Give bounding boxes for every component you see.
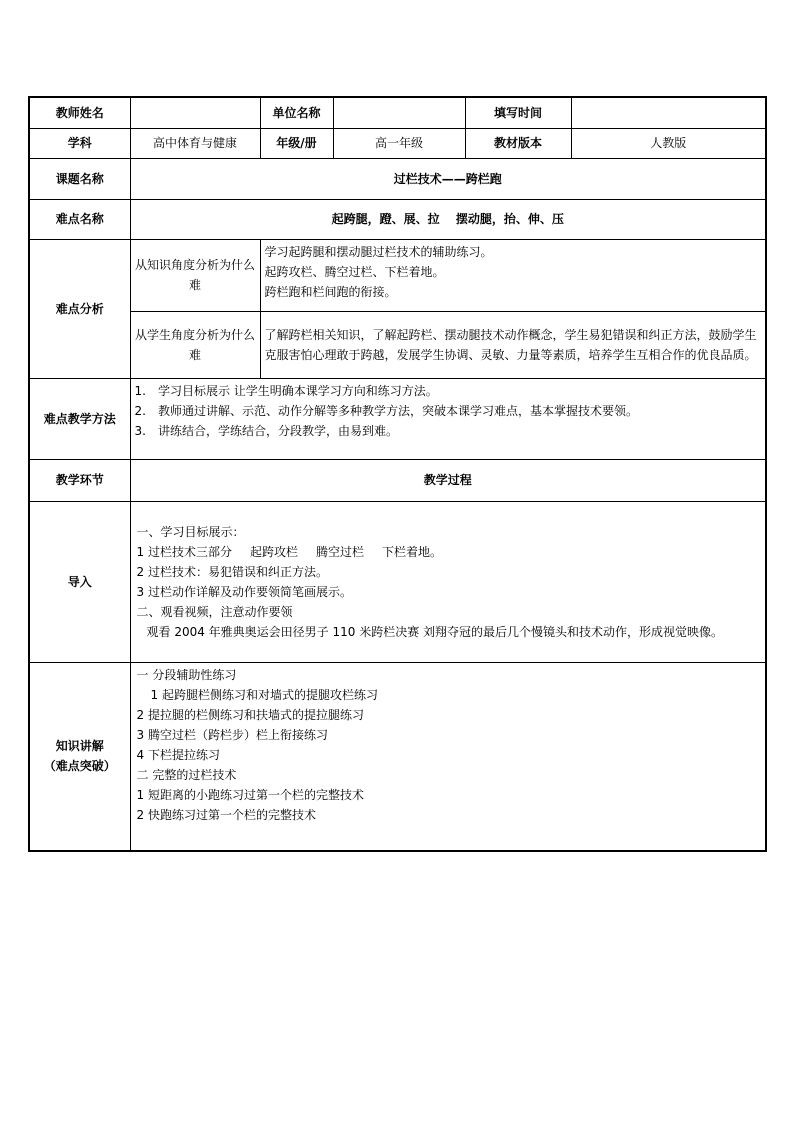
intro-line: 观看 2004 年雅典奥运会田径男子 110 米跨栏决赛 刘翔夺冠的最后几个慢镜头和技术动作，形成视觉映像。 [146,624,724,639]
process-label: 教学过程 [130,459,766,501]
intro-content [130,501,766,662]
header-row-2 [29,128,766,158]
difficulty-value: 起跨腿，蹬、展、拉 摆动腿，抬、伸、压 [130,199,766,239]
analysis-row-student [29,311,766,378]
intro-row [29,501,766,662]
intro-label: 导入 [29,501,130,662]
knowledge-content [130,662,766,851]
grade-label: 年级/册 [260,128,333,158]
teacher-name-label: 教师姓名 [29,97,130,128]
process-header-row [29,459,766,501]
knowledge-item: 2 提拉腿的栏侧练习和扶墙式的提拉腿练习 [136,707,364,722]
teacher-name-value[interactable] [130,97,260,128]
lesson-title-value: 过栏技术——跨栏跑 [130,158,766,199]
knowledge-item: 1 短距离的小跑练习过第一个栏的完整技术 [136,787,364,802]
lesson-title-label: 课题名称 [29,158,130,199]
method-line: 1. 学习目标展示 让学生明确本课学习方向和练习方法。 [134,383,438,398]
intro-line: 1 过栏技术三部分 起跨攻栏 腾空过栏 下栏着地。 [136,544,442,559]
method-content [130,378,766,459]
lesson-title-row [29,158,766,199]
knowledge-angle-content [260,239,766,311]
fill-date-value[interactable] [571,97,766,128]
knowledge-item: 4 下栏提拉练习 [136,747,220,762]
knowledge-line: 学习起跨腿和摆动腿过栏技术的辅助练习。 [264,244,493,259]
grade-value: 高一年级 [333,128,465,158]
knowledge-item: 3 腾空过栏（跨栏步）栏上衔接练习 [136,727,328,742]
difficulty-label: 难点名称 [29,199,130,239]
difficulty-row [29,199,766,239]
edition-label: 教材版本 [465,128,571,158]
subject-label: 学科 [29,128,130,158]
method-row [29,378,766,459]
header-row-1 [29,97,766,128]
knowledge-line: 起跨攻栏、腾空过栏、下栏着地。 [264,264,445,279]
knowledge-angle-label: 从知识角度分析为什么难 [130,239,260,311]
method-line: 3. 讲练结合，学练结合，分段教学，由易到难。 [134,423,398,438]
unit-name-label: 单位名称 [260,97,333,128]
knowledge-item: 二 完整的过栏技术 [136,767,237,782]
analysis-row-knowledge [29,239,766,311]
edition-value: 人教版 [571,128,766,158]
intro-line: 3 过栏动作详解及动作要领简笔画展示。 [136,584,352,599]
student-angle-label: 从学生角度分析为什么难 [130,311,260,378]
intro-line: 2 过栏技术：易犯错误和纠正方法。 [136,564,328,579]
method-label: 难点教学方法 [29,378,130,459]
stage-label: 教学环节 [29,459,130,501]
knowledge-line: 跨栏跑和栏间跑的衔接。 [264,284,397,299]
unit-name-value[interactable] [333,97,465,128]
knowledge-item: 一 分段辅助性练习 [136,667,237,682]
knowledge-row [29,662,766,851]
knowledge-item: 1 起跨腿栏侧练习和对墙式的提腿攻栏练习 [150,687,378,702]
method-line: 2. 教师通过讲解、示范、动作分解等多种教学方法，突破本课学习难点，基本掌握技术要领。 [134,403,638,418]
fill-date-label: 填写时间 [465,97,571,128]
knowledge-item: 2 快跑练习过第一个栏的完整技术 [136,807,316,822]
subject-value: 高中体育与健康 [130,128,260,158]
intro-line: 二、观看视频，注意动作要领 [136,604,293,619]
lesson-plan-table [28,96,767,852]
student-angle-content: 了解跨栏相关知识，了解起跨栏、摆动腿技术动作概念，学生易犯错误和纠正方法，鼓励学生克服害怕心理敢于跨越，发展学生协调、灵敏、力量等素质，培养学生互相合作的优良品质。 [260,311,766,378]
knowledge-section-label: 知识讲解 （难点突破） [29,662,130,851]
intro-line: 一、学习目标展示： [136,524,245,539]
analysis-label: 难点分析 [29,239,130,378]
